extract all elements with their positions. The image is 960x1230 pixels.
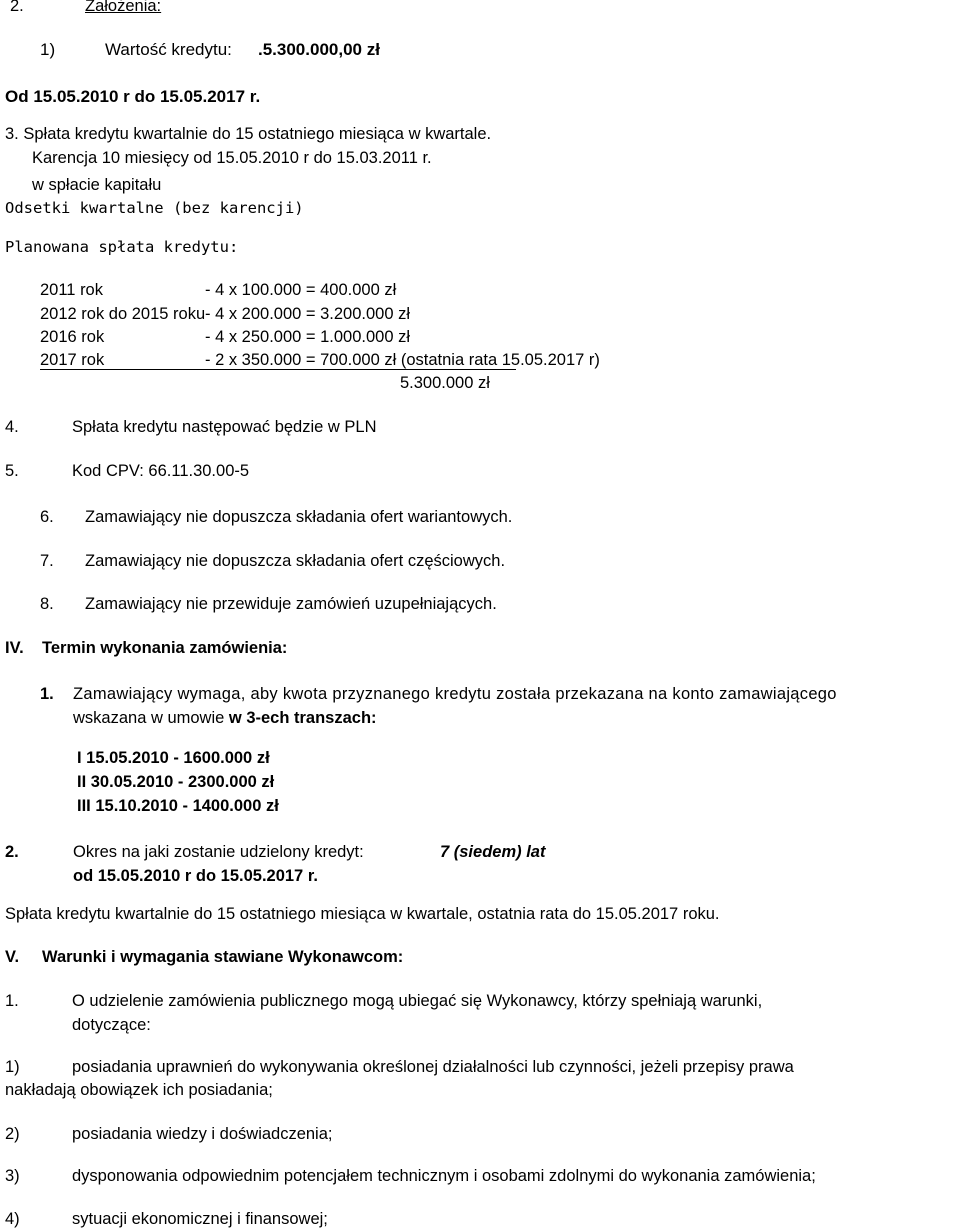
condition-number: 3) bbox=[5, 1167, 20, 1185]
loan-term-label: Okres na jaki zostanie udzielony kredyt: bbox=[73, 843, 364, 861]
loan-value: .5.300.000,00 zł bbox=[258, 40, 380, 59]
loan-term-value: 7 (siedem) lat bbox=[440, 843, 546, 861]
plan-heading: Planowana spłata kredytu: bbox=[5, 238, 239, 256]
condition-number: 1) bbox=[5, 1058, 20, 1076]
repayment-summary: Spłata kredytu kwartalnie do 15 ostatniego miesiąca w kwartale, ostatnia rata do 15.05.2017 roku. bbox=[5, 905, 720, 923]
grace-capital-line: w spłacie kapitału bbox=[32, 176, 162, 194]
section-number: IV. bbox=[5, 639, 24, 657]
tranche-item: II 30.05.2010 - 2300.000 zł bbox=[77, 773, 275, 791]
item-number: 7. bbox=[40, 552, 54, 570]
loan-period: Od 15.05.2010 r do 15.05.2017 r. bbox=[5, 87, 261, 106]
item-number: 2. bbox=[5, 843, 19, 861]
plan-year: 2012 rok do 2015 roku bbox=[40, 305, 206, 323]
item-number: 1) bbox=[40, 40, 56, 59]
condition-number: 2) bbox=[5, 1125, 20, 1143]
cpv-code: Kod CPV: 66.11.30.00-5 bbox=[72, 462, 250, 480]
transfer-text: wskazana w umowie bbox=[73, 709, 229, 727]
loan-value-label: Wartość kredytu: bbox=[105, 40, 232, 59]
transfer-requirement-line-2 bbox=[73, 708, 377, 728]
section-number: 2. bbox=[10, 0, 24, 15]
condition-text: dysponowania odpowiednim potencjałem technicznym i osobami zdolnymi do wykonania zamówienia; bbox=[72, 1167, 816, 1185]
plan-total: 5.300.000 zł bbox=[400, 374, 490, 392]
item-number: 6. bbox=[40, 508, 54, 526]
section-heading: Założenia: bbox=[85, 0, 162, 15]
variant-offers-line: Zamawiający nie dopuszcza składania ofert wariantowych. bbox=[85, 508, 513, 526]
transfer-requirement-line: Zamawiający wymaga, aby kwota przyznanego kredytu została przekazana na konto zamawiającego bbox=[73, 685, 837, 703]
currency-line: Spłata kredytu następować będzie w PLN bbox=[72, 418, 377, 436]
supplementary-orders-line: Zamawiający nie przewiduje zamówień uzupełniających. bbox=[85, 595, 497, 613]
condition-text: posiadania uprawnień do wykonywania określonej działalności lub czynności, jeżeli przepisy prawa bbox=[72, 1058, 794, 1076]
eligibility-line: O udzielenie zamówienia publicznego mogą ubiegać się Wykonawcy, którzy spełniają warunki, bbox=[72, 992, 763, 1010]
condition-text-2: nakładają obowiązek ich posiadania; bbox=[5, 1081, 273, 1099]
section-heading: Termin wykonania zamówienia: bbox=[42, 639, 288, 657]
item-number: 1. bbox=[40, 685, 54, 703]
tranche-item: III 15.10.2010 - 1400.000 zł bbox=[77, 797, 279, 815]
item-number: 5. bbox=[5, 462, 19, 480]
item-number: 8. bbox=[40, 595, 54, 613]
condition-text: sytuacji ekonomicznej i finansowej; bbox=[72, 1210, 328, 1228]
condition-text: posiadania wiedzy i doświadczenia; bbox=[72, 1125, 333, 1143]
loan-term-dates: od 15.05.2010 r do 15.05.2017 r. bbox=[73, 867, 318, 885]
condition-number: 4) bbox=[5, 1210, 20, 1228]
tranche-item: I 15.05.2010 - 1600.000 zł bbox=[77, 749, 270, 767]
grace-period-line: Karencja 10 miesięcy od 15.05.2010 r do 15.03.2011 r. bbox=[32, 149, 432, 167]
tranches-label: w 3-ech transzach: bbox=[228, 709, 377, 727]
item-number: 1. bbox=[5, 992, 19, 1010]
section-number: V. bbox=[5, 948, 20, 966]
interest-line: Odsetki kwartalne (bez karencji) bbox=[5, 199, 304, 217]
plan-calc: - 4 x 100.000 = 400.000 zł bbox=[205, 281, 397, 299]
plan-underline bbox=[40, 369, 516, 370]
item-number: 4. bbox=[5, 418, 19, 436]
plan-calc: - 4 x 200.000 = 3.200.000 zł bbox=[205, 305, 411, 323]
plan-year: 2011 rok bbox=[40, 281, 103, 299]
plan-calc: - 2 x 350.000 = 700.000 zł (ostatnia rata 15.05.2017 r) bbox=[205, 351, 600, 369]
section-heading: Warunki i wymagania stawiane Wykonawcom: bbox=[42, 948, 404, 966]
repayment-line: 3. Spłata kredytu kwartalnie do 15 ostatniego miesiąca w kwartale. bbox=[5, 125, 492, 143]
plan-year: 2017 rok bbox=[40, 351, 105, 369]
plan-calc: - 4 x 250.000 = 1.000.000 zł bbox=[205, 328, 411, 346]
partial-offers-line: Zamawiający nie dopuszcza składania ofert częściowych. bbox=[85, 552, 506, 570]
plan-year: 2016 rok bbox=[40, 328, 105, 346]
eligibility-line-2: dotyczące: bbox=[72, 1016, 151, 1034]
